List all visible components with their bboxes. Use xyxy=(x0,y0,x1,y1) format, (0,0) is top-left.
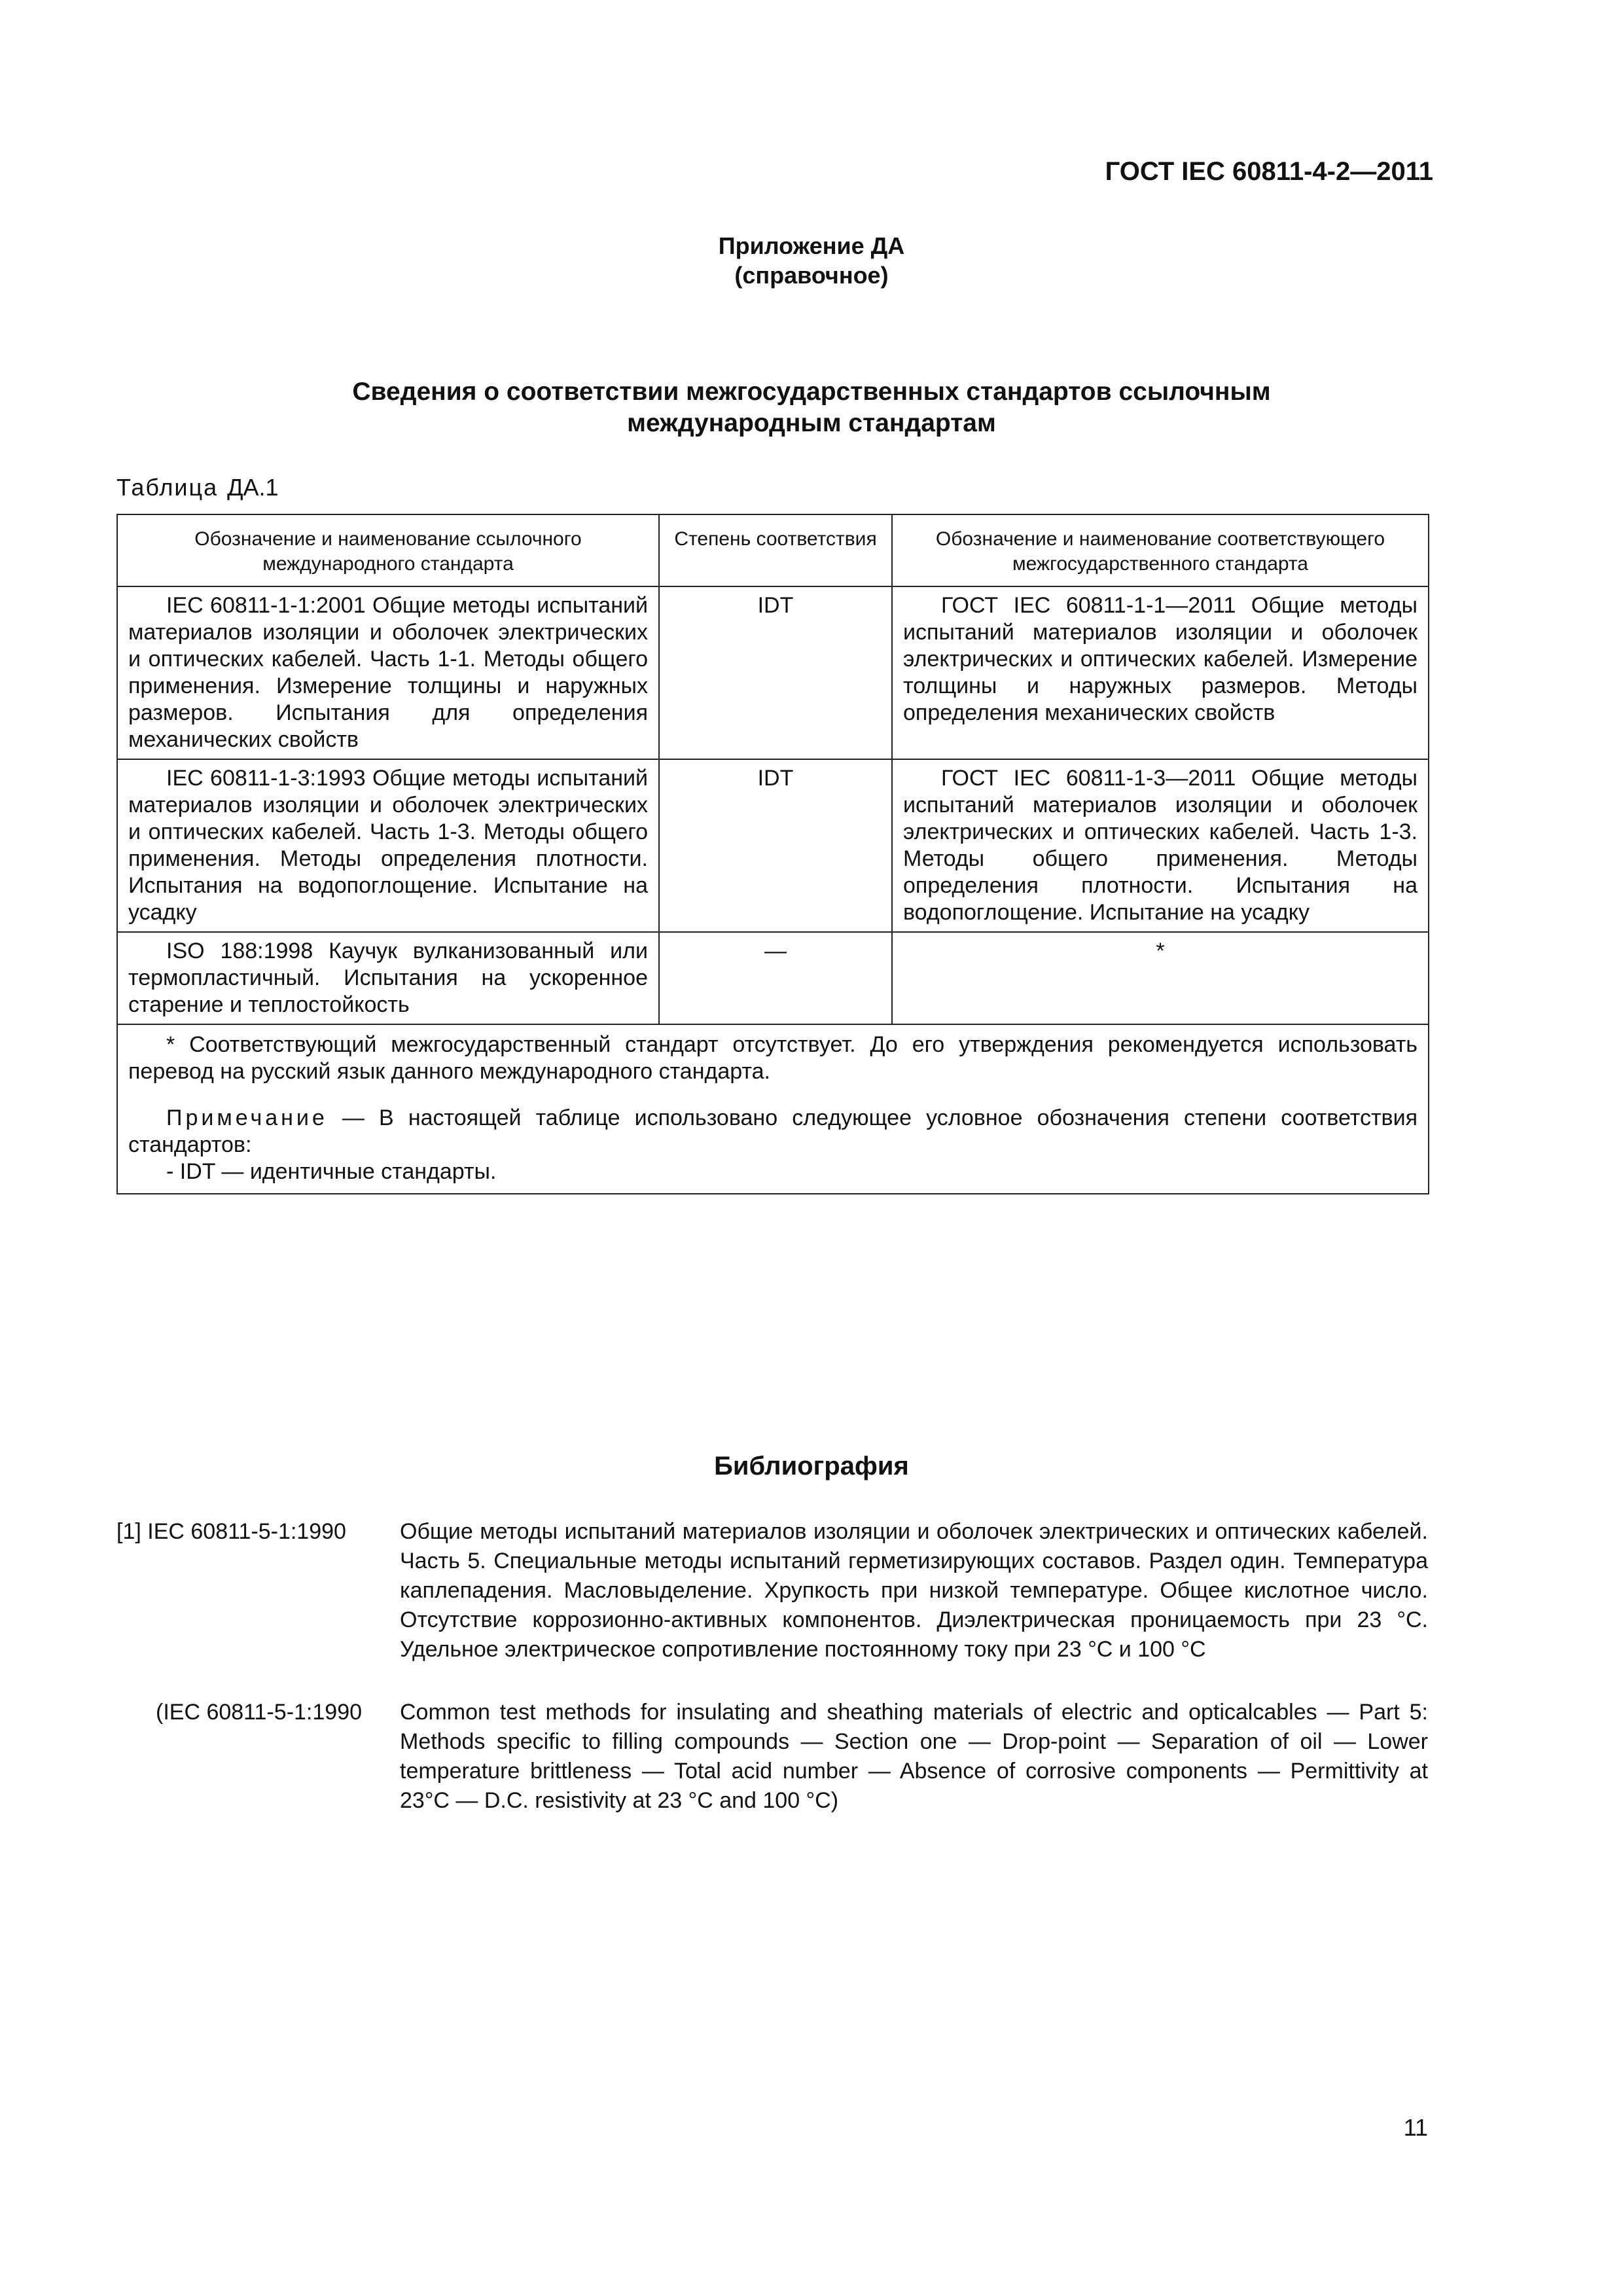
table-note-item: - IDT — идентичные стандарты. xyxy=(166,1159,497,1184)
table-row xyxy=(117,932,1429,1024)
cell-international: IEC 60811-1-1:2001 Общие методы испытаний материалов изоляции и оболочек электрических и оптических кабелей. Часть 1-1. Методы общего применения. Измерение толщины и наружных размеров. Испытания для определения механических свойств xyxy=(117,586,659,759)
bibliography-entry xyxy=(116,1517,1428,1700)
annex-name: Приложение ДА xyxy=(718,232,905,259)
section-title-line2: международным стандартам xyxy=(627,409,996,437)
table-caption-label: Таблица xyxy=(116,474,219,501)
table-note xyxy=(128,1105,1418,1158)
correspondence-table xyxy=(116,514,1429,1194)
bibliography-ref: [1] IEC 60811-5-1:1990 xyxy=(116,1519,346,1544)
cell-interstate: ГОСТ IEC 60811-1-3—2011 Общие методы испытаний материалов изоляции и оболочек электрических и оптических кабелей. Часть 1-3. Методы общего применения. Методы определения плотности. Испытания на водопоглощение. Испытание на усадку xyxy=(892,759,1429,932)
cell-degree: — xyxy=(659,932,892,1024)
table-caption-number: ДА.1 xyxy=(227,474,279,501)
bibliography-text: Common test methods for insulating and sheathing materials of electric and opticalcables — Part 5: Methods specific to filling compounds — Section one — Drop-point — Separation of oil — Lower temperature brittleness — Total acid number — Absence of corrosive components — Permittivity at 23°С — D.C. resistivity at 23 °С and 100 °С) xyxy=(400,1700,1428,1813)
table-footnote-cell xyxy=(117,1024,1429,1194)
bibliography-title: Библиография xyxy=(714,1452,909,1480)
cell-interstate: * xyxy=(892,932,1429,1024)
header-interstate: Обозначение и наименование соответствующего межгосударственного стандарта xyxy=(892,514,1429,586)
table-row xyxy=(117,759,1429,932)
cell-international: IEC 60811-1-3:1993 Общие методы испытаний материалов изоляции и оболочек электрических и оптических кабелей. Часть 1-3. Методы общего применения. Методы определения плотности. Испытания на водопоглощение. Испытание на усадку xyxy=(117,759,659,932)
header-international: Обозначение и наименование ссылочного международного стандарта xyxy=(117,514,659,586)
page-number: 11 xyxy=(1403,2114,1428,2141)
document-code: ГОСТ IEC 60811-4-2—2011 xyxy=(1105,157,1433,186)
table-footnote-row xyxy=(117,1024,1429,1194)
header-degree: Степень соответствия xyxy=(659,514,892,586)
cell-international: ISO 188:1998 Каучук вулканизованный или термопластичный. Испытания на ускоренное старение и теплостойкость xyxy=(117,932,659,1024)
table-footnote: * Соответствующий межгосударственный стандарт отсутствует. До его утверждения рекомендуется использовать перевод на русский язык данного международного стандарта. xyxy=(128,1032,1418,1084)
bibliography-ref: (IEC 60811-5-1:1990 xyxy=(156,1700,363,1725)
cell-interstate: ГОСТ IEC 60811-1-1—2011 Общие методы испытаний материалов изоляции и оболочек электрических и оптических кабелей. Измерение толщины и наружных размеров. Методы определения механических свойств xyxy=(892,586,1429,759)
table-note-label: Примечание xyxy=(166,1105,328,1130)
bibliography-entry xyxy=(116,1698,1428,1829)
table-header-row xyxy=(117,514,1429,586)
table-note-text: — В настоящей таблице использовано следующее условное обозначения степени соответствия стандартов: xyxy=(128,1105,1418,1157)
cell-degree: IDT xyxy=(659,759,892,932)
cell-degree: IDT xyxy=(659,586,892,759)
bibliography-text: Общие методы испытаний материалов изоляции и оболочек электрических и оптических кабелей. Часть 5. Специальные методы испытаний герметизирующих составов. Раздел один. Температура каплепадения. Масловыделение. Хрупкость при низкой температуре. Общее кислотное число. Отсутствие коррозионно-активных компонентов. Диэлектрическая проницаемость при 23 °С. Удельное электрическое сопротивление постоянному току при 23 °С и 100 °С xyxy=(400,1519,1428,1662)
table-row xyxy=(117,586,1429,759)
table-caption xyxy=(116,474,279,501)
section-title-line1: Сведения о соответствии межгосударственных стандартов ссылочным xyxy=(352,378,1271,406)
annex-kind: (справочное) xyxy=(734,262,889,289)
